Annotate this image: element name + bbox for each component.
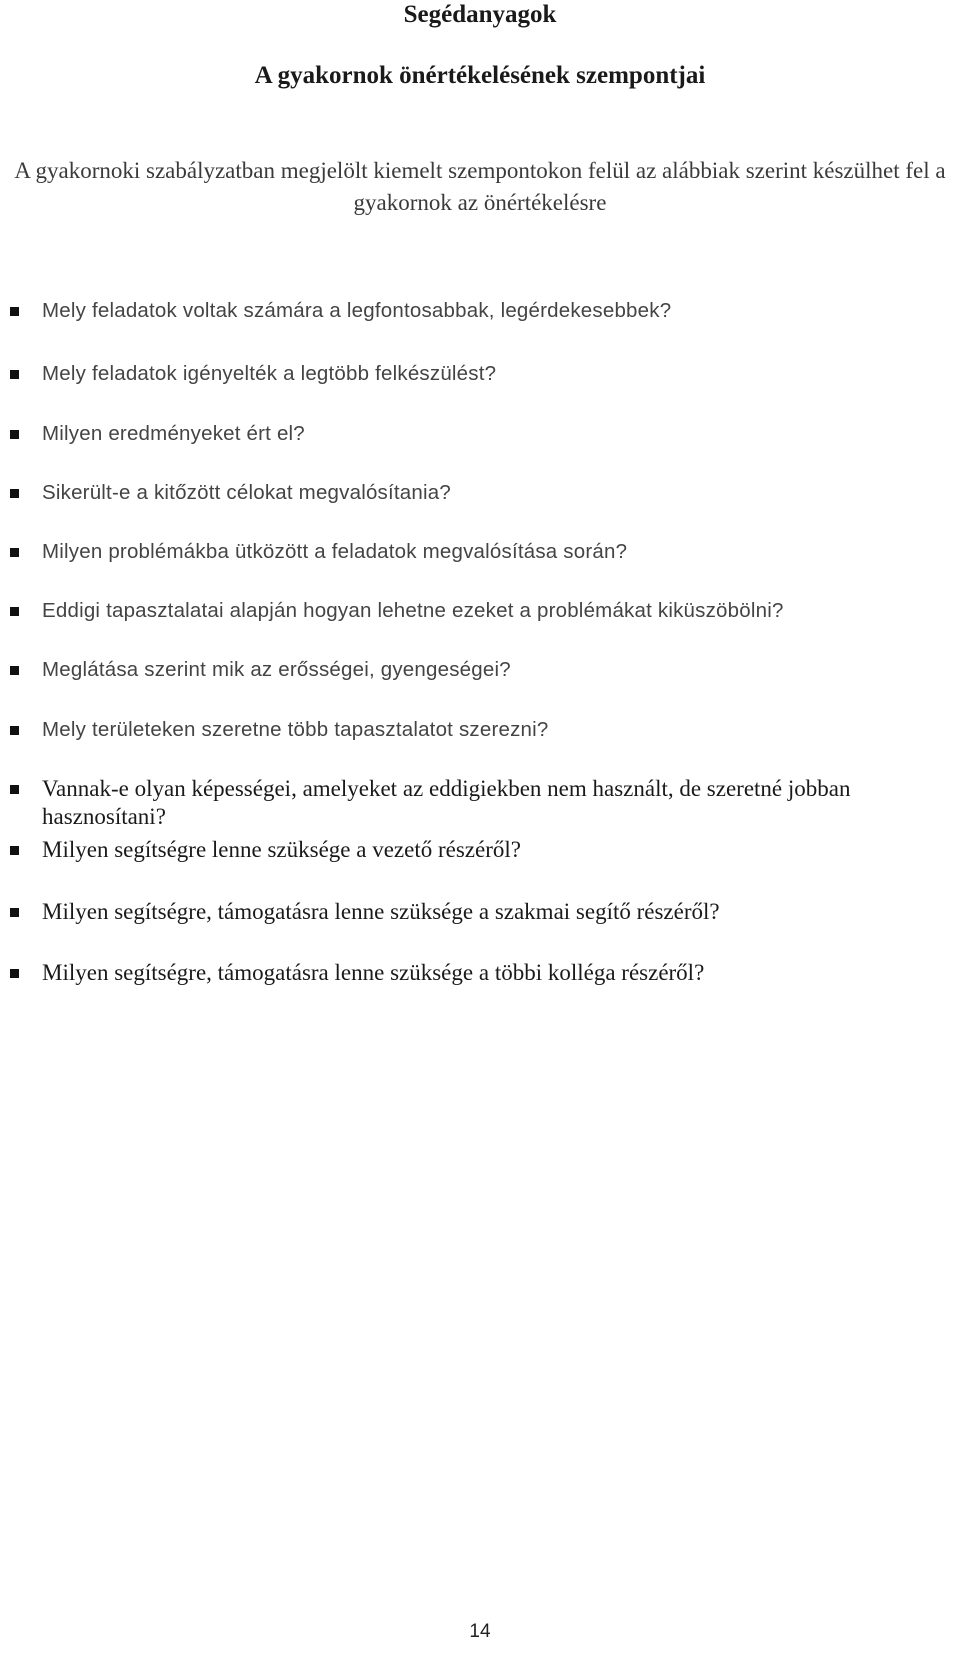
question-item-12 [0,959,930,987]
square-bullet-icon [10,430,19,439]
question-text: Milyen eredményeket ért el? [42,422,305,445]
square-bullet-icon [10,307,19,316]
question-item-6 [0,597,930,625]
question-item-9 [0,775,930,831]
question-item-5 [0,538,930,566]
question-text: Vannak-e olyan képességei, amelyeket az eddigiekben nem használt, de szeretné jobban hasznosítani? [42,776,851,829]
question-text: Mely területeken szeretne több tapasztalatot szerezni? [42,718,549,741]
square-bullet-icon [10,908,19,917]
square-bullet-icon [10,666,19,675]
square-bullet-icon [10,846,19,855]
square-bullet-icon [10,785,19,794]
square-bullet-icon [10,607,19,616]
question-text: Milyen problémákba ütközött a feladatok megvalósítása során? [42,540,628,563]
question-item-4 [0,479,930,507]
square-bullet-icon [10,969,19,978]
question-item-1 [0,297,930,325]
question-text: Mely feladatok voltak számára a legfontosabbak, legérdekesebbek? [42,299,672,322]
question-item-11 [0,898,930,926]
question-item-10 [0,836,930,864]
question-text: Milyen segítségre lenne szüksége a vezető részéről? [42,837,521,862]
question-item-3 [0,420,930,448]
question-item-7 [0,656,930,684]
square-bullet-icon [10,548,19,557]
intro-paragraph: A gyakornoki szabályzatban megjelölt kiemelt szempontokon felül az alábbiak szerint készülhet fel a gyakornok az önértékelésre [14,158,946,215]
page-number: 14 [469,1621,491,1642]
square-bullet-icon [10,726,19,735]
question-text: Eddigi tapasztalatai alapján hogyan lehetne ezeket a problémákat kiküszöbölni? [42,599,784,622]
question-item-2 [0,360,930,388]
question-text: Meglátása szerint mik az erősségei, gyengeségei? [42,658,511,681]
document-title: Segédanyagok [403,1,557,28]
document-subtitle: A gyakornok önértékelésének szempontjai [254,62,706,89]
question-text: Milyen segítségre, támogatásra lenne szüksége a többi kolléga részéről? [42,960,705,985]
question-item-8 [0,716,930,744]
question-text: Milyen segítségre, támogatásra lenne szüksége a szakmai segítő részéről? [42,899,720,924]
square-bullet-icon [10,370,19,379]
square-bullet-icon [10,489,19,498]
question-text: Sikerült-e a kitőzött célokat megvalósítania? [42,481,451,504]
question-text: Mely feladatok igényelték a legtöbb felkészülést? [42,362,497,385]
